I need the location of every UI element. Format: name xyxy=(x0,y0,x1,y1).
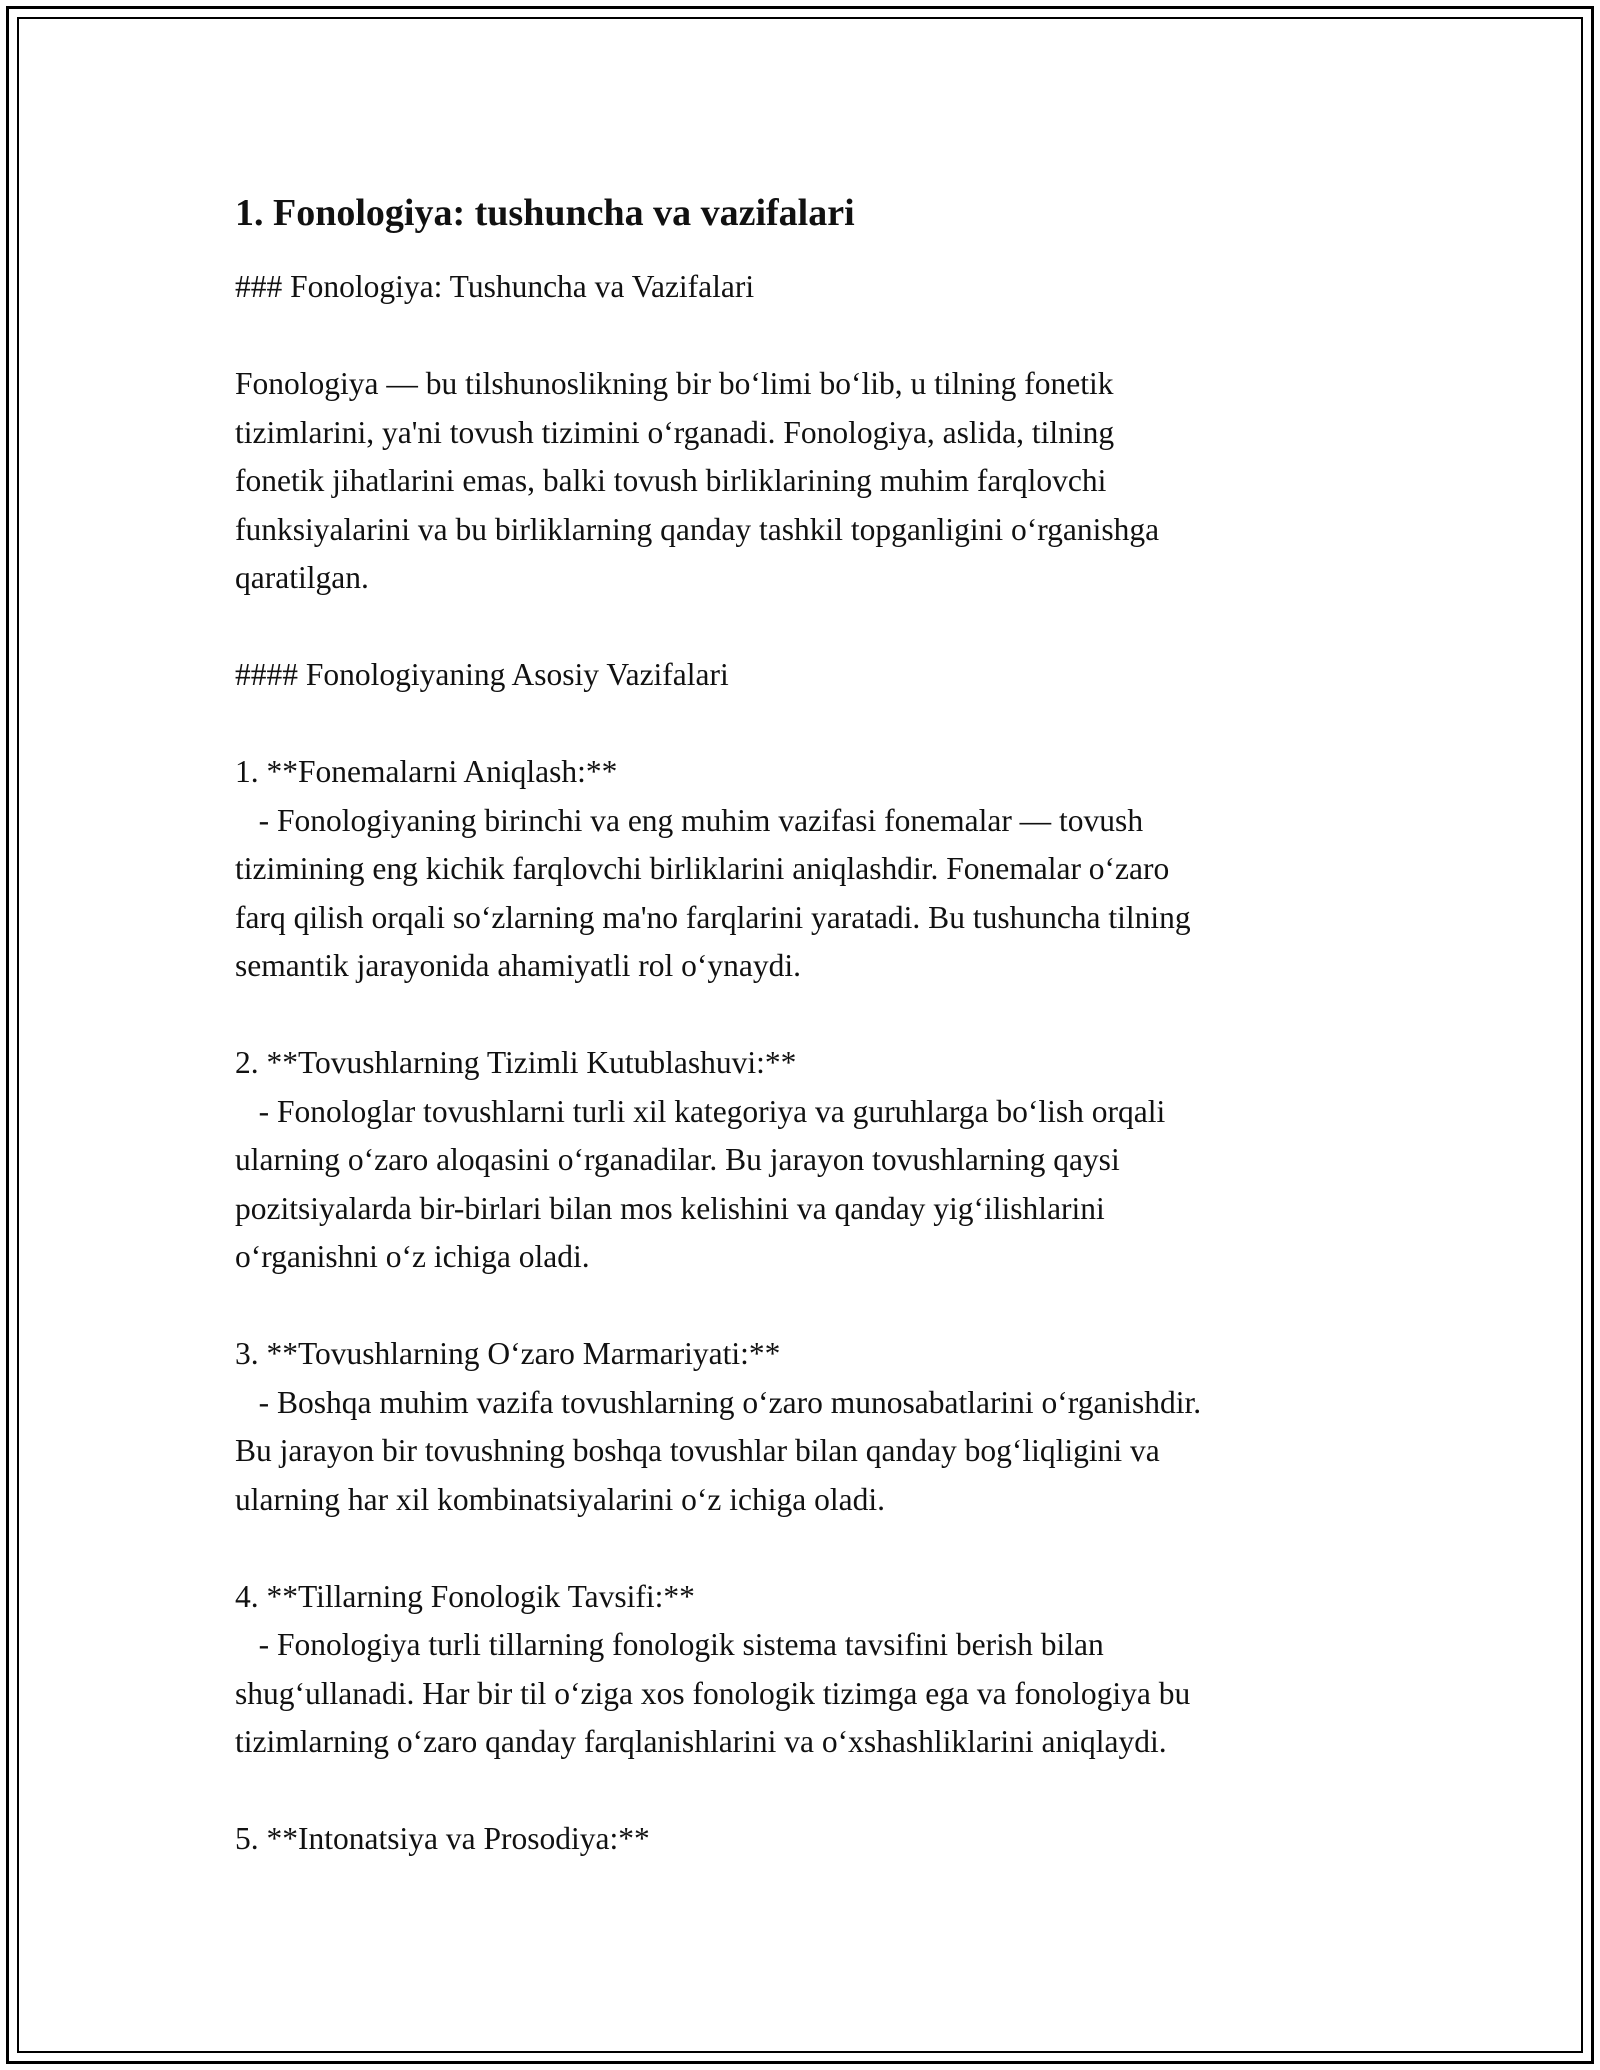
list-item-title: 5. **Intonatsiya va Prosodiya:** xyxy=(235,1821,650,1856)
list-item-body: - Boshqa muhim vazifa tovushlarning oʻzaro munosabatlarini oʻrganishdir. Bu jarayon bir tovushning boshqa tovushlar bilan qanday bogʻliqligini va ularning har xil kombinatsiyalarini oʻz ichiga oladi. xyxy=(235,1384,1202,1517)
spacer xyxy=(235,312,1385,361)
spacer xyxy=(235,991,1385,1040)
spacer xyxy=(235,1524,1385,1573)
list-item-title: 4. **Tillarning Fonologik Tavsifi:** xyxy=(235,1578,695,1614)
list-item xyxy=(235,1330,1385,1524)
list-item xyxy=(235,1039,1385,1282)
list-item-body: - Fonologiyaning birinchi va eng muhim vazifasi fonemalar — tovush tizimining eng kichik farqlovchi birliklarini aniqlashdir. Fonemalar oʻzaro farq qilish orqali soʻzlarning ma'no farqlarini yaratadi. Bu tushuncha tilning semantik jarayonida ahamiyatli rol oʻynaydi. xyxy=(235,802,1191,983)
list-item-title: 1. **Fonemalarni Aniqlash:** xyxy=(235,754,618,789)
document-page xyxy=(235,185,1385,1864)
list-item xyxy=(235,1573,1385,1767)
document-title: 1. Fonologiya: tushuncha va vazifalari xyxy=(235,192,855,234)
spacer xyxy=(235,700,1385,749)
heading-level-4: #### Fonologiyaning Asosiy Vazifalari xyxy=(235,657,729,692)
list-item-title: 3. **Tovushlarning Oʻzaro Marmariyati:** xyxy=(235,1336,781,1371)
intro-paragraph: Fonologiya — bu tilshunoslikning bir boʻlimi boʻlib, u tilning fonetik tizimlarini, ya'ni tovush tizimini oʻrganadi. Fonologiya, aslida, tilning fonetik jihatlarini emas, balki tovush birliklarining muhim farqlovchi funksiyalarini va bu birliklarning qanday tashkil topganligini oʻrganishga qaratilgan. xyxy=(235,366,1160,595)
spacer xyxy=(235,1767,1385,1816)
list-item-title: 2. **Tovushlarning Tizimli Kutublashuvi:** xyxy=(235,1045,797,1080)
spacer xyxy=(235,603,1385,652)
list-item xyxy=(235,748,1385,991)
list-item-body: - Fonologlar tovushlarni turli xil kategoriya va guruhlarga boʻlish orqali ularning oʻzaro aloqasini oʻrganadilar. Bu jarayon tovushlarning qaysi pozitsiyalarda bir-birlari bilan mos kelishini va qanday yigʻilishlarini oʻrganishni oʻz ichiga oladi. xyxy=(235,1093,1166,1274)
heading-level-3: ### Fonologiya: Tushuncha va Vazifalari xyxy=(235,269,755,304)
spacer xyxy=(235,1282,1385,1331)
list-item-body: - Fonologiya turli tillarning fonologik sistema tavsifini berish bilan shugʻullanadi. Har bir til oʻziga xos fonologik tizimga ega va fonologiya bu tizimlarning oʻzaro qanday farqlanishlarini va oʻxshashliklarini aniqlaydi. xyxy=(235,1627,1191,1759)
list-item xyxy=(235,1815,1385,1864)
